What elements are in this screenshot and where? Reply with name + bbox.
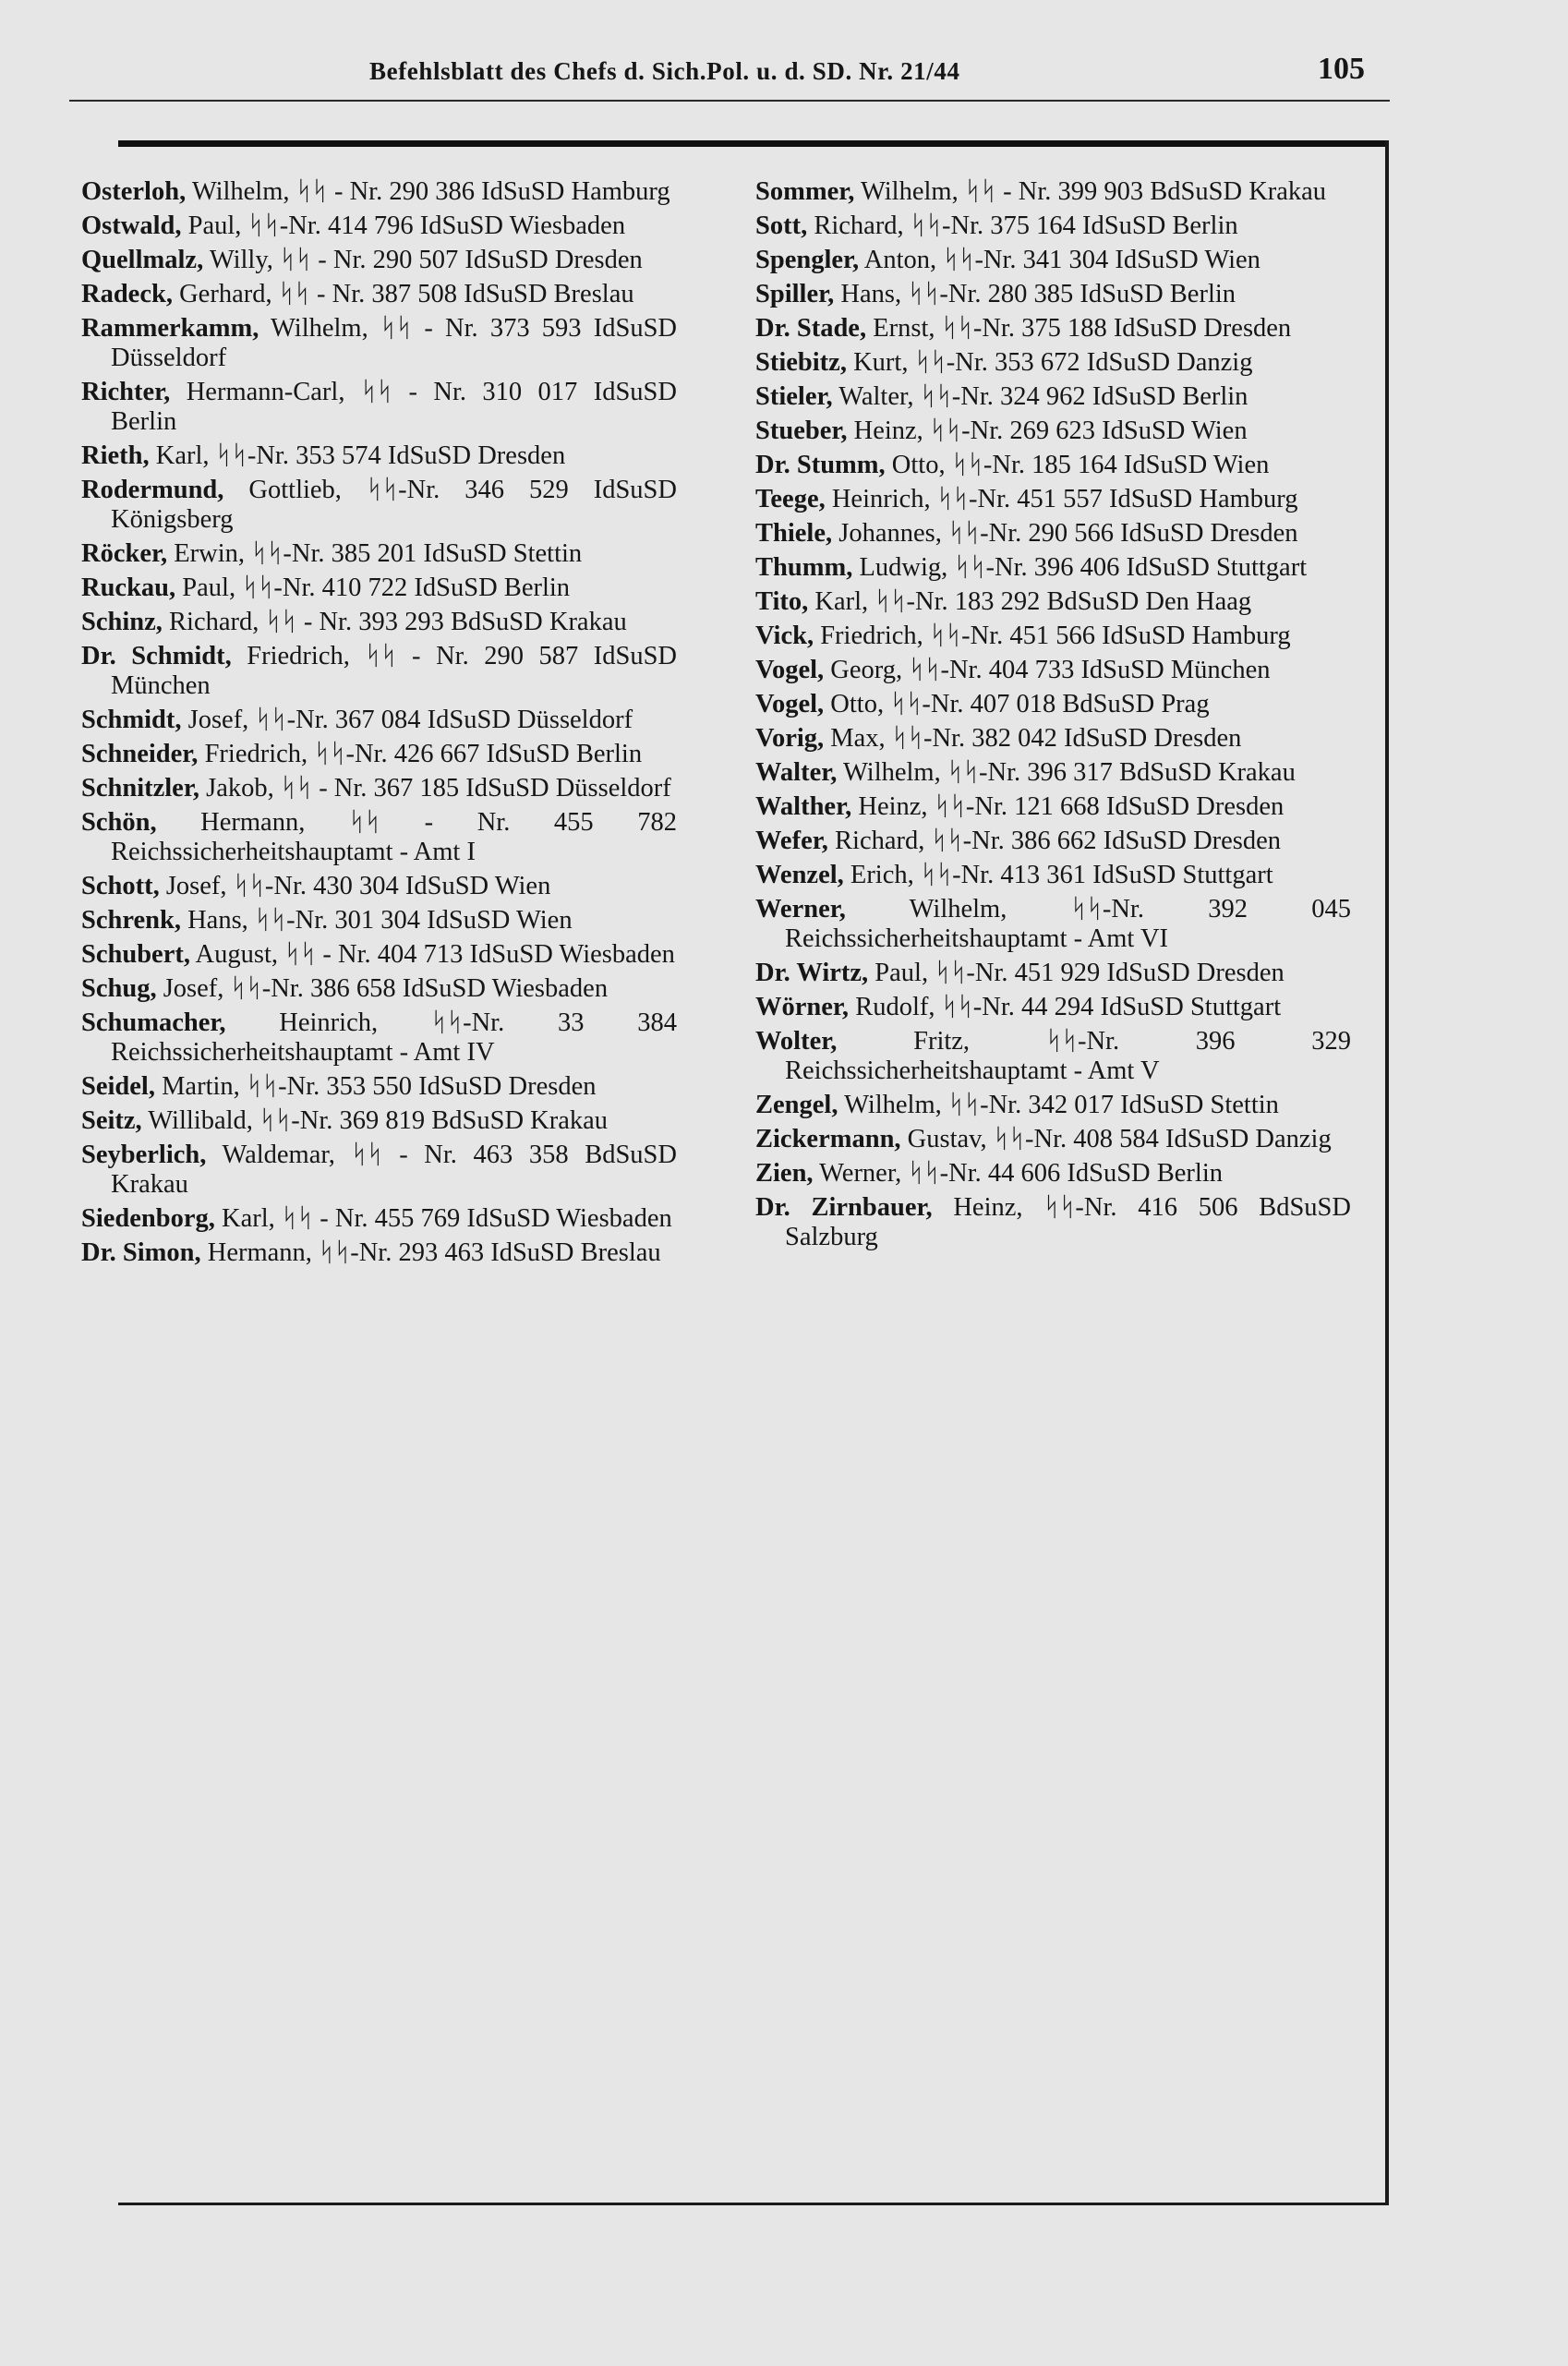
- list-item: [755, 1125, 1351, 1154]
- list-item: [755, 314, 1351, 344]
- entry-name: Schneider,: [81, 740, 199, 768]
- entry-details: Gottlieb, ᛋᛋ-Nr. 346 529 IdSuSD Königsberg: [111, 476, 677, 534]
- entry-details: Max, ᛋᛋ-Nr. 382 042 IdSuSD Dresden: [824, 724, 1242, 753]
- entry-name: Richter,: [81, 378, 171, 406]
- list-item: [81, 1238, 677, 1268]
- entry-details: Karl, ᛋᛋ-Nr. 183 292 BdSuSD Den Haag: [808, 587, 1252, 616]
- entry-details: Heinz, ᛋᛋ-Nr. 416 506 BdSuSD Salzburg: [785, 1193, 1351, 1251]
- list-item: [81, 706, 677, 735]
- frame-top-rule: [118, 140, 1389, 147]
- entry-details: Paul, ᛋᛋ-Nr. 451 929 IdSuSD Dresden: [868, 959, 1285, 987]
- entry-details: Richard, ᛋᛋ - Nr. 393 293 BdSuSD Krakau: [162, 608, 627, 636]
- list-item: [81, 573, 677, 603]
- list-item: [755, 246, 1351, 275]
- list-item: [755, 895, 1351, 954]
- list-item: [755, 690, 1351, 719]
- list-item: [755, 211, 1351, 241]
- list-item: [81, 906, 677, 936]
- entry-details: Josef, ᛋᛋ-Nr. 367 084 IdSuSD Düsseldorf: [181, 706, 633, 734]
- list-item: [755, 622, 1351, 651]
- entry-name: Wörner,: [755, 993, 850, 1021]
- entry-details: Willibald, ᛋᛋ-Nr. 369 819 BdSuSD Krakau: [141, 1106, 609, 1135]
- entry-details: Karl, ᛋᛋ - Nr. 455 769 IdSuSD Wiesbaden: [214, 1204, 672, 1233]
- entry-details: Georg, ᛋᛋ-Nr. 404 733 IdSuSD München: [824, 656, 1271, 684]
- entry-name: Thiele,: [755, 519, 833, 548]
- entry-name: Sommer,: [755, 177, 855, 206]
- entry-details: Wilhelm, ᛋᛋ - Nr. 399 903 BdSuSD Krakau: [854, 177, 1327, 206]
- entry-details: Martin, ᛋᛋ-Nr. 353 550 IdSuSD Dresden: [154, 1072, 597, 1101]
- list-item: [81, 476, 677, 535]
- entry-details: Friedrich, ᛋᛋ - Nr. 290 587 IdSuSD München: [111, 642, 677, 700]
- entry-name: Seyberlich,: [81, 1141, 207, 1169]
- entry-details: Wilhelm, ᛋᛋ - Nr. 373 593 IdSuSD Düsseldorf: [111, 314, 677, 372]
- entry-details: Paul, ᛋᛋ-Nr. 410 722 IdSuSD Berlin: [175, 573, 571, 602]
- entry-details: Josef, ᛋᛋ-Nr. 430 304 IdSuSD Wien: [159, 872, 551, 900]
- entry-name: Vick,: [755, 622, 814, 650]
- frame-right-rule: [1385, 140, 1389, 2205]
- entry-name: Sott,: [755, 211, 808, 240]
- entry-details: Ludwig, ᛋᛋ-Nr. 396 406 IdSuSD Stuttgart: [852, 553, 1308, 582]
- list-item: [755, 451, 1351, 480]
- entry-details: Heinz, ᛋᛋ-Nr. 121 668 IdSuSD Dresden: [851, 792, 1285, 821]
- list-item: [755, 519, 1351, 549]
- entry-name: Dr. Zirnbauer,: [755, 1193, 933, 1222]
- entry-details: Kurt, ᛋᛋ-Nr. 353 672 IdSuSD Danzig: [846, 348, 1253, 377]
- entry-details: Werner, ᛋᛋ-Nr. 44 606 IdSuSD Berlin: [813, 1159, 1224, 1188]
- entry-details: Willy, ᛋᛋ - Nr. 290 507 IdSuSD Dresden: [203, 246, 643, 274]
- list-item: [755, 280, 1351, 309]
- entry-name: Dr. Stumm,: [755, 451, 886, 479]
- right-column: [755, 177, 1351, 1257]
- entry-details: Fritz, ᛋᛋ-Nr. 396 329 Reichssicherheitshauptamt - Amt V: [785, 1027, 1351, 1085]
- entry-details: Josef, ᛋᛋ-Nr. 386 658 IdSuSD Wiesbaden: [156, 974, 609, 1003]
- entry-name: Tito,: [755, 587, 809, 616]
- list-item: [81, 974, 677, 1004]
- entry-name: Siedenborg,: [81, 1204, 215, 1233]
- entry-details: Anton, ᛋᛋ-Nr. 341 304 IdSuSD Wien: [859, 246, 1260, 274]
- list-item: [755, 1091, 1351, 1120]
- list-item: [755, 348, 1351, 378]
- entry-details: Ernst, ᛋᛋ-Nr. 375 188 IdSuSD Dresden: [866, 314, 1292, 343]
- list-item: [81, 314, 677, 373]
- entry-details: Wilhelm, ᛋᛋ-Nr. 396 317 BdSuSD Krakau: [837, 758, 1296, 787]
- list-item: [755, 177, 1351, 207]
- entry-name: Schmidt,: [81, 706, 182, 734]
- entry-name: Schott,: [81, 872, 160, 900]
- list-item: [81, 1204, 677, 1234]
- entry-name: Ruckau,: [81, 573, 176, 602]
- entry-name: Schug,: [81, 974, 157, 1003]
- entry-details: Friedrich, ᛋᛋ-Nr. 426 667 IdSuSD Berlin: [198, 740, 643, 768]
- list-item: [755, 861, 1351, 890]
- entry-name: Werner,: [755, 895, 846, 923]
- entry-details: Jakob, ᛋᛋ - Nr. 367 185 IdSuSD Düsseldorf: [199, 774, 671, 803]
- list-item: [81, 774, 677, 803]
- list-item: [755, 724, 1351, 754]
- entry-name: Schubert,: [81, 940, 190, 969]
- entry-details: Paul, ᛋᛋ-Nr. 414 796 IdSuSD Wiesbaden: [181, 211, 626, 240]
- entry-details: Heinrich, ᛋᛋ-Nr. 33 384 Reichssicherheitshauptamt - Amt IV: [111, 1008, 677, 1067]
- list-item: [81, 246, 677, 275]
- list-item: [755, 485, 1351, 514]
- entry-details: Otto, ᛋᛋ-Nr. 185 164 IdSuSD Wien: [885, 451, 1270, 479]
- entry-details: August, ᛋᛋ - Nr. 404 713 IdSuSD Wiesbaden: [189, 940, 675, 969]
- entry-details: Richard, ᛋᛋ-Nr. 386 662 IdSuSD Dresden: [827, 827, 1282, 855]
- list-item: [81, 539, 677, 569]
- list-item: [81, 1072, 677, 1102]
- list-item: [81, 608, 677, 637]
- entry-name: Zien,: [755, 1159, 814, 1188]
- left-column: [81, 177, 677, 1273]
- entry-name: Thumm,: [755, 553, 853, 582]
- list-item: [81, 808, 677, 867]
- entry-name: Stieler,: [755, 382, 833, 411]
- entry-name: Dr. Schmidt,: [81, 642, 232, 670]
- list-item: [81, 177, 677, 207]
- page-number: 105: [1318, 52, 1365, 86]
- list-item: [81, 211, 677, 241]
- list-item: [755, 993, 1351, 1022]
- entry-name: Walther,: [755, 792, 852, 821]
- entry-details: Gustav, ᛋᛋ-Nr. 408 584 IdSuSD Danzig: [900, 1125, 1332, 1153]
- entry-details: Wilhelm, ᛋᛋ - Nr. 290 386 IdSuSD Hamburg: [186, 177, 670, 206]
- entry-details: Karl, ᛋᛋ-Nr. 353 574 IdSuSD Dresden: [149, 441, 566, 470]
- entry-name: Schumacher,: [81, 1008, 226, 1037]
- running-head: Befehlsblatt des Chefs d. Sich.Pol. u. d. SD. Nr. 21/44: [369, 57, 960, 85]
- frame-bottom-rule: [118, 2203, 1389, 2205]
- header-rule: [69, 100, 1390, 102]
- entry-name: Wolter,: [755, 1027, 838, 1056]
- list-item: [755, 959, 1351, 988]
- entry-name: Wenzel,: [755, 861, 844, 889]
- entry-name: Seitz,: [81, 1106, 142, 1135]
- entry-details: Gerhard, ᛋᛋ - Nr. 387 508 IdSuSD Breslau: [172, 280, 634, 308]
- entry-name: Schrenk,: [81, 906, 181, 935]
- entry-name: Röcker,: [81, 539, 168, 568]
- entry-name: Wefer,: [755, 827, 828, 855]
- entry-name: Radeck,: [81, 280, 173, 308]
- page-header: [0, 48, 1568, 103]
- entry-details: Erich, ᛋᛋ-Nr. 413 361 IdSuSD Stuttgart: [843, 861, 1273, 889]
- entry-details: Heinrich, ᛋᛋ-Nr. 451 557 IdSuSD Hamburg: [825, 485, 1298, 513]
- list-item: [755, 827, 1351, 856]
- list-item: [755, 382, 1351, 412]
- entry-details: Hermann, ᛋᛋ-Nr. 293 463 IdSuSD Breslau: [200, 1238, 661, 1267]
- entry-name: Rammerkamm,: [81, 314, 259, 343]
- entry-name: Schnitzler,: [81, 774, 199, 803]
- entry-name: Dr. Simon,: [81, 1238, 201, 1267]
- entry-details: Richard, ᛋᛋ-Nr. 375 164 IdSuSD Berlin: [807, 211, 1238, 240]
- entry-name: Rieth,: [81, 441, 150, 470]
- entry-name: Schön,: [81, 808, 157, 837]
- list-item: [755, 416, 1351, 446]
- list-item: [755, 656, 1351, 685]
- entry-details: Hermann, ᛋᛋ - Nr. 455 782 Reichssicherheitshauptamt - Amt I: [111, 808, 677, 866]
- entry-details: Hermann-Carl, ᛋᛋ - Nr. 310 017 IdSuSD Berlin: [111, 378, 677, 436]
- list-item: [81, 441, 677, 471]
- entry-name: Walter,: [755, 758, 838, 787]
- list-item: [755, 1027, 1351, 1086]
- entry-name: Spiller,: [755, 280, 835, 308]
- entry-name: Schinz,: [81, 608, 163, 636]
- list-item: [81, 642, 677, 701]
- entry-name: Quellmalz,: [81, 246, 204, 274]
- entry-details: Hans, ᛋᛋ-Nr. 280 385 IdSuSD Berlin: [834, 280, 1236, 308]
- list-item: [755, 758, 1351, 788]
- entry-details: Friedrich, ᛋᛋ-Nr. 451 566 IdSuSD Hamburg: [814, 622, 1291, 650]
- list-item: [81, 940, 677, 970]
- entry-details: Erwin, ᛋᛋ-Nr. 385 201 IdSuSD Stettin: [167, 539, 583, 568]
- entry-details: Rudolf, ᛋᛋ-Nr. 44 294 IdSuSD Stuttgart: [849, 993, 1282, 1021]
- entry-name: Dr. Wirtz,: [755, 959, 869, 987]
- entry-name: Zickermann,: [755, 1125, 901, 1153]
- entry-name: Seidel,: [81, 1072, 155, 1101]
- list-item: [755, 1159, 1351, 1189]
- entry-name: Dr. Stade,: [755, 314, 867, 343]
- entry-details: Walter, ᛋᛋ-Nr. 324 962 IdSuSD Berlin: [832, 382, 1248, 411]
- entry-details: Hans, ᛋᛋ-Nr. 301 304 IdSuSD Wien: [180, 906, 573, 935]
- list-item: [755, 553, 1351, 583]
- entry-name: Osterloh,: [81, 177, 187, 206]
- list-item: [755, 792, 1351, 822]
- entry-name: Teege,: [755, 485, 826, 513]
- entry-name: Zengel,: [755, 1091, 838, 1119]
- list-item: [81, 1008, 677, 1068]
- list-item: [755, 1193, 1351, 1252]
- entry-name: Ostwald,: [81, 211, 182, 240]
- entry-name: Vogel,: [755, 656, 825, 684]
- list-item: [81, 280, 677, 309]
- entry-details: Otto, ᛋᛋ-Nr. 407 018 BdSuSD Prag: [824, 690, 1210, 718]
- entry-name: Rodermund,: [81, 476, 224, 504]
- content-frame: [81, 140, 1389, 2205]
- entry-name: Vorig,: [755, 724, 825, 753]
- entry-name: Vogel,: [755, 690, 825, 718]
- entry-details: Wilhelm, ᛋᛋ-Nr. 342 017 IdSuSD Stettin: [838, 1091, 1279, 1119]
- list-item: [81, 1141, 677, 1200]
- list-item: [81, 872, 677, 901]
- entry-name: Stueber,: [755, 416, 848, 445]
- entry-details: Johannes, ᛋᛋ-Nr. 290 566 IdSuSD Dresden: [832, 519, 1298, 548]
- entry-name: Stiebitz,: [755, 348, 847, 377]
- entry-name: Spengler,: [755, 246, 860, 274]
- list-item: [81, 1106, 677, 1136]
- entry-details: Wilhelm, ᛋᛋ-Nr. 392 045 Reichssicherheitshauptamt - Amt VI: [785, 895, 1351, 953]
- entry-details: Heinz, ᛋᛋ-Nr. 269 623 IdSuSD Wien: [847, 416, 1248, 445]
- list-item: [81, 740, 677, 769]
- list-item: [755, 587, 1351, 617]
- list-item: [81, 378, 677, 437]
- entry-details: Waldemar, ᛋᛋ - Nr. 463 358 BdSuSD Krakau: [111, 1141, 677, 1199]
